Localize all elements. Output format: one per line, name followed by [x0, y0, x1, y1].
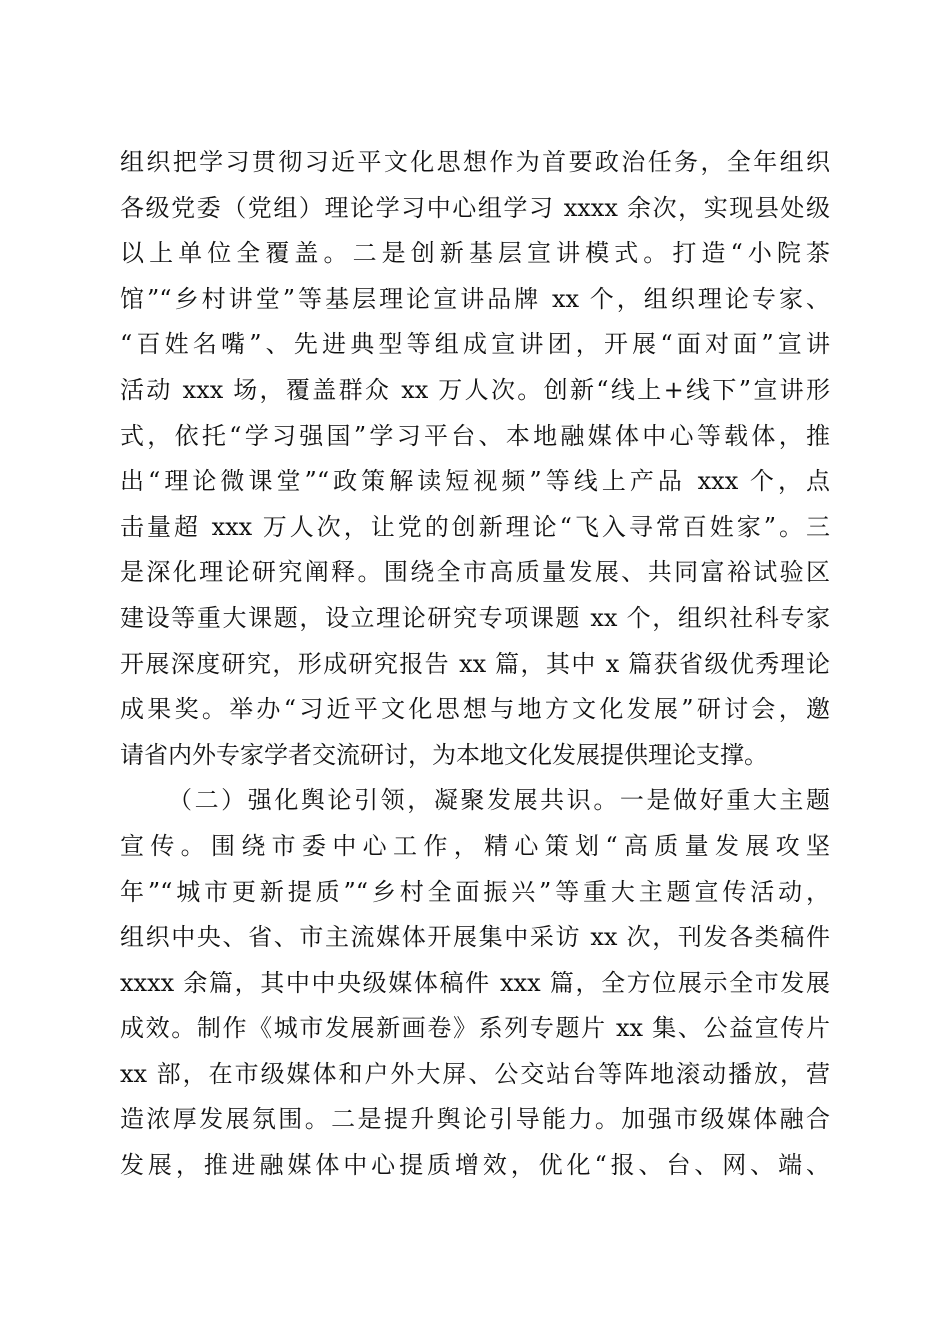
text-line: 年”“城市更新提质”“乡村全面振兴”等重大主题宣传活动，	[120, 877, 830, 906]
text-line: 造浓厚发展氛围。二是提升舆论引导能力。加强市级媒体融合	[120, 1105, 830, 1134]
text-line: 各级党委（党组）理论学习中心组学习 xxxx 余次，实现县处级	[120, 193, 830, 222]
text-line: 组织把学习贯彻习近平文化思想作为首要政治任务，全年组织	[120, 148, 830, 176]
text-line: 建设等重大课题，设立理论研究专项课题 xx 个，组织社科专家	[120, 603, 830, 632]
document-body	[120, 140, 830, 1189]
text-line: xxxx 余篇，其中中央级媒体稿件 xxx 篇，全方位展示全市发展	[120, 968, 830, 997]
text-line: 开展深度研究，形成研究报告 xx 篇，其中 x 篇获省级优秀理论	[120, 649, 830, 678]
text-line: xx 部，在市级媒体和户外大屏、公交站台等阵地滚动播放，营	[120, 1059, 830, 1088]
text-line: “百姓名嘴”、先进典型等组成宣讲团，开展“面对面”宣讲	[120, 330, 830, 359]
text-line: 成效。制作《城市发展新画卷》系列专题片 xx 集、公益宣传片	[120, 1014, 830, 1043]
text-line: 宣传。围绕市委中心工作，精心策划“高质量发展攻坚	[120, 831, 830, 860]
text-line: 活动 xxx 场，覆盖群众 xx 万人次。创新“线上+线下”宣讲形	[120, 375, 830, 404]
text-line: 出“理论微课堂”“政策解读短视频”等线上产品 xxx 个，点	[120, 467, 830, 496]
text-line: 击量超 xxx 万人次，让党的创新理论“飞入寻常百姓家”。三	[120, 512, 830, 541]
text-line: 组织中央、省、市主流媒体开展集中采访 xx 次，刊发各类稿件	[120, 923, 830, 952]
section-heading-line: （二）强化舆论引领，凝聚发展共识。一是做好重大主题	[168, 786, 830, 815]
text-line: 式，依托“学习强国”学习平台、本地融媒体中心等载体，推	[120, 421, 830, 450]
text-line: 是深化理论研究阐释。围绕全市高质量发展、共同富裕试验区	[120, 558, 830, 587]
text-line: 请省内外专家学者交流研讨，为本地文化发展提供理论支撑。	[120, 740, 768, 769]
text-line: 馆”“乡村讲堂”等基层理论宣讲品牌 xx 个，组织理论专家、	[120, 284, 830, 313]
text-line: 成果奖。举办“习近平文化思想与地方文化发展”研讨会，邀	[120, 695, 830, 724]
text-line: 以上单位全覆盖。二是创新基层宣讲模式。打造“小院茶	[120, 239, 830, 268]
text-line: 发展，推进融媒体中心提质增效，优化“报、台、网、端、	[120, 1151, 830, 1180]
